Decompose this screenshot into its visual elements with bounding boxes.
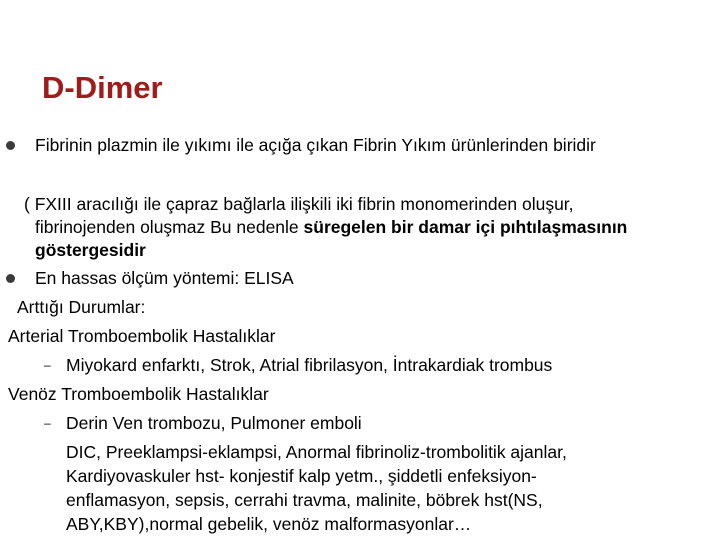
arterial-heading: Arterial Tromboembolik Hastalıklar bbox=[8, 326, 276, 346]
slide-title: D-Dimer bbox=[42, 70, 163, 105]
other-line-4: ABY,KBY),normal gebelik, venöz malformasyonlar… bbox=[66, 514, 472, 534]
venous-item: Derin Ven trombozu, Pulmoner emboli bbox=[66, 413, 362, 433]
other-line-1: DIC, Preeklampsi-eklampsi, Anormal fibrinoliz-trombolitik ajanlar, bbox=[66, 442, 567, 462]
bullet-dot-icon bbox=[6, 141, 15, 150]
other-line-3: enflamasyon, sepsis, cerrahi travma, malinite, böbrek hst(NS, bbox=[66, 490, 543, 510]
dash-icon: – bbox=[44, 416, 51, 430]
bullet-fibrin-definition: Fibrinin plazmin ile yıkımı ile açığa çıkan Fibrin Yıkım ürünlerinden biridir bbox=[35, 135, 596, 155]
arterial-item: Miyokard enfarktı, Strok, Atrial fibrilasyon, İntrakardiak trombus bbox=[66, 355, 553, 375]
para-line-1: ( FXIII aracılığı ile çapraz bağlarla ilişkili iki fibrin monomerinden oluşur, bbox=[24, 194, 574, 214]
para-line-2 bbox=[35, 216, 627, 238]
bullet-dot-icon bbox=[6, 274, 15, 283]
venous-heading: Venöz Tromboembolik Hastalıklar bbox=[8, 384, 269, 404]
para-line-3 bbox=[35, 239, 146, 261]
increased-heading: Arttığı Durumlar: bbox=[17, 297, 146, 317]
other-line-2: Kardiyovaskuler hst- konjestif kalp yetm., şiddetli enfeksiyon- bbox=[66, 466, 537, 486]
para-line-2-bold: süregelen bir damar içi pıhtılaşmasının bbox=[303, 217, 628, 237]
dash-icon: – bbox=[44, 358, 51, 372]
bullet-elisa: En hassas ölçüm yöntemi: ELISA bbox=[35, 268, 294, 288]
para-line-3-bold: göstergesidir bbox=[35, 240, 146, 260]
para-line-2-normal: fibrinojenden oluşmaz Bu nedenle bbox=[35, 217, 304, 237]
